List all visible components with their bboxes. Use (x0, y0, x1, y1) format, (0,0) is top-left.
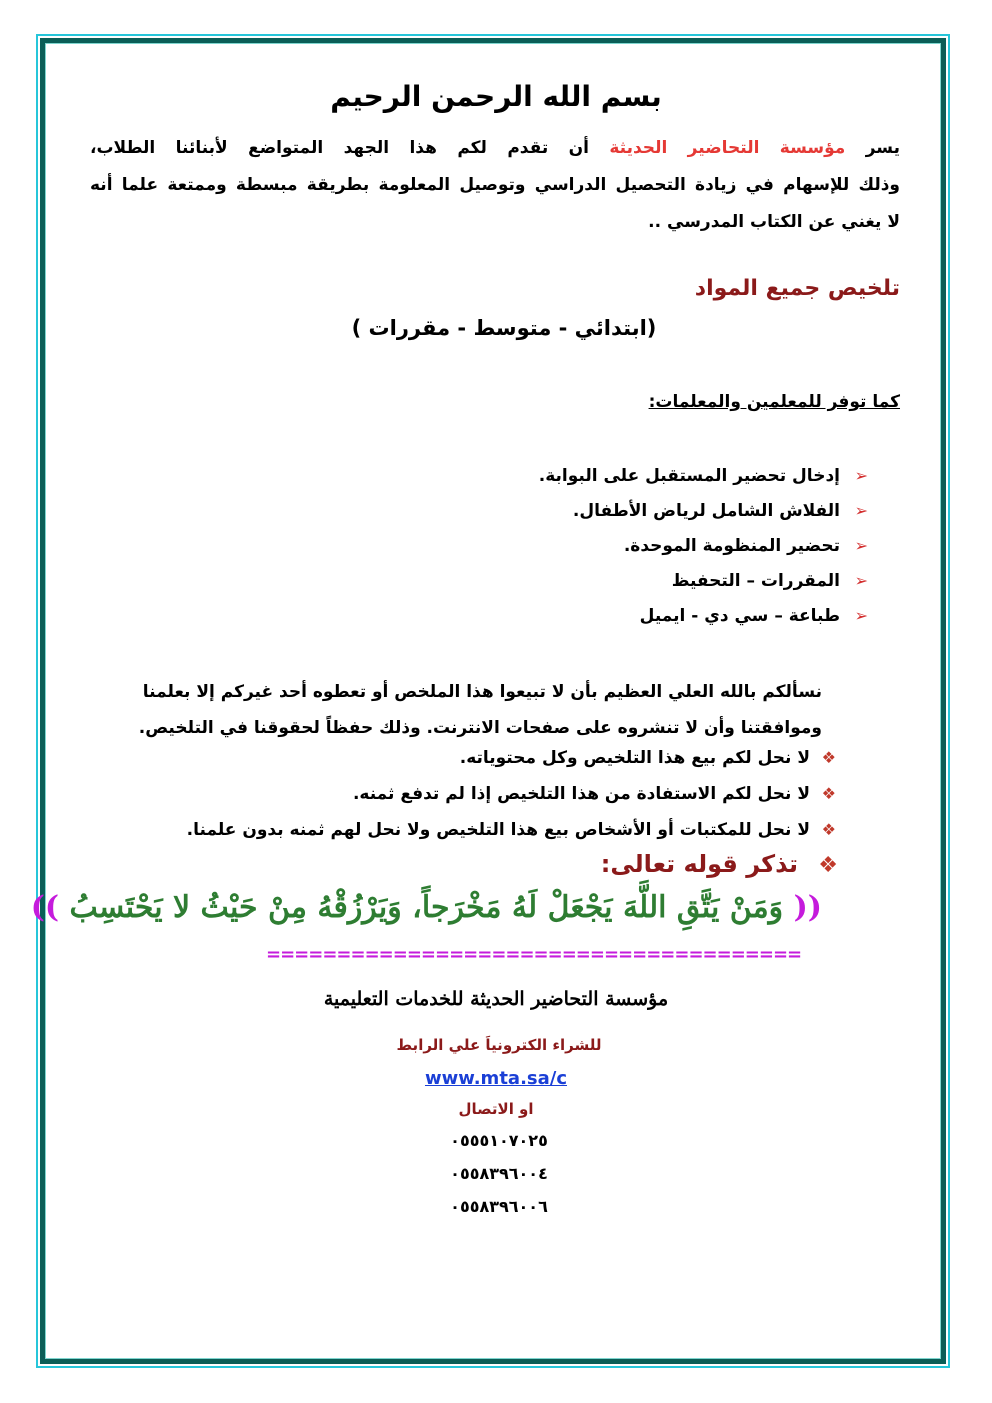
list-item-text: لا نحل للمكتبات أو الأشخاص بيع هذا التلخيص ولا نحل لهم ثمنه بدون علمنا. (186, 820, 810, 840)
teachers-services-list (539, 458, 868, 633)
list-item-text: طباعة – سي دي - ايميل (639, 606, 840, 626)
list-item-text: الفلاش الشامل لرياض الأطفال. (572, 501, 840, 521)
phone-list (0, 1124, 992, 1223)
phone-number: ٠٥٥٥١٠٧٠٢٥ (450, 1131, 548, 1150)
verse-text: وَمَنْ يَتَّقِ اللَّهَ يَجْعَلْ لَهُ مَخْرَجاً، وَيَرْزُقْهُ مِنْ حَيْثُ لا يَحْتَسِبُ (59, 890, 794, 925)
arrow-bullet-icon: ➢ (854, 466, 868, 485)
arrow-bullet-icon: ➢ (854, 501, 868, 520)
remember-heading (601, 850, 838, 878)
phone-number: ٠٥٥٨٣٩٦٠٠٦ (450, 1197, 548, 1216)
quran-verse (31, 890, 822, 925)
footer-contact-label: او الاتصال (458, 1100, 534, 1118)
footer-url-link[interactable]: www.mta.sa/c (424, 1068, 568, 1089)
request-paragraph (102, 674, 822, 746)
request-line-1: نسألكم بالله العلي العظيم بأن لا تبيعوا هذا الملخص أو تعطوه أحد غيركم إلا بعلمنا (142, 682, 822, 702)
diamond-bullet-icon: ❖ (821, 820, 836, 839)
summary-title: تلخيص جميع المواد (694, 276, 900, 301)
remember-text: تذكر قوله تعالى: (600, 850, 798, 878)
intro-line-1 (90, 130, 900, 167)
request-line-2: وموافقتنا وأن لا تنشروه على صفحات الانترنت. وذلك حفظاً لحقوقنا في التلخيص. (138, 718, 822, 738)
org-name-highlight: مؤسسة التحاضير الحديثة (609, 138, 846, 158)
verse-open-brackets: (( (793, 890, 822, 925)
list-item (539, 528, 868, 563)
phone-number: ٠٥٥٨٣٩٦٠٠٤ (450, 1164, 548, 1183)
list-item (187, 812, 836, 848)
teachers-heading: كما توفر للمعلمين والمعلمات: (648, 392, 900, 412)
summary-levels: (ابتدائي - متوسط - مقررات ) (351, 316, 657, 340)
intro-line-3: لا يغني عن الكتاب المدرسي .. (648, 212, 900, 232)
verse-close-brackets: )) (30, 890, 60, 925)
intro-line-1-end: أن تقدم لكم هذا الجهد المتواضع لأبنائنا الطلاب، (90, 138, 610, 158)
arrow-bullet-icon: ➢ (854, 606, 868, 625)
arrow-bullet-icon: ➢ (854, 536, 868, 555)
diamond-bullet-icon: ❖ (821, 784, 836, 803)
list-item-text: لا نحل لكم الاستفادة من هذا التلخيص إذا لم تدفع ثمنه. (352, 784, 810, 804)
intro-line-2: وذلك للإسهام في زيادة التحصيل الدراسي وتوصيل المعلومة بطريقة مبسطة وممتعة علما أنه (90, 175, 900, 195)
basmala-heading: بسم الله الرحمن الرحيم (330, 80, 662, 113)
list-item-text: تحضير المنظومة الموحدة. (623, 536, 840, 556)
list-item (187, 740, 836, 776)
list-item (539, 458, 868, 493)
list-item-text: إدخال تحضير المستقبل على البوابة. (538, 466, 840, 486)
diamond-bullet-icon: ❖ (821, 748, 836, 767)
intro-paragraph (90, 130, 900, 241)
intro-line-1-start: يسر (845, 138, 900, 158)
list-item (187, 776, 836, 812)
footer-org-name: مؤسسة التحاضير الحديثة للخدمات التعليمية (323, 988, 669, 1010)
list-item-text: المقررات – التحفيظ (671, 571, 840, 591)
list-item-text: لا نحل لكم بيع هذا التلخيص وكل محتوياته. (459, 748, 810, 768)
footer-buy-label: للشراء الكترونياَ علي الرابط (396, 1036, 602, 1054)
rules-list (187, 740, 836, 848)
arrow-bullet-icon: ➢ (854, 571, 868, 590)
list-item (539, 598, 868, 633)
list-item (539, 493, 868, 528)
divider-line: ====================================== (266, 944, 802, 965)
diamond-bullet-icon: ❖ (818, 853, 838, 878)
list-item (539, 563, 868, 598)
